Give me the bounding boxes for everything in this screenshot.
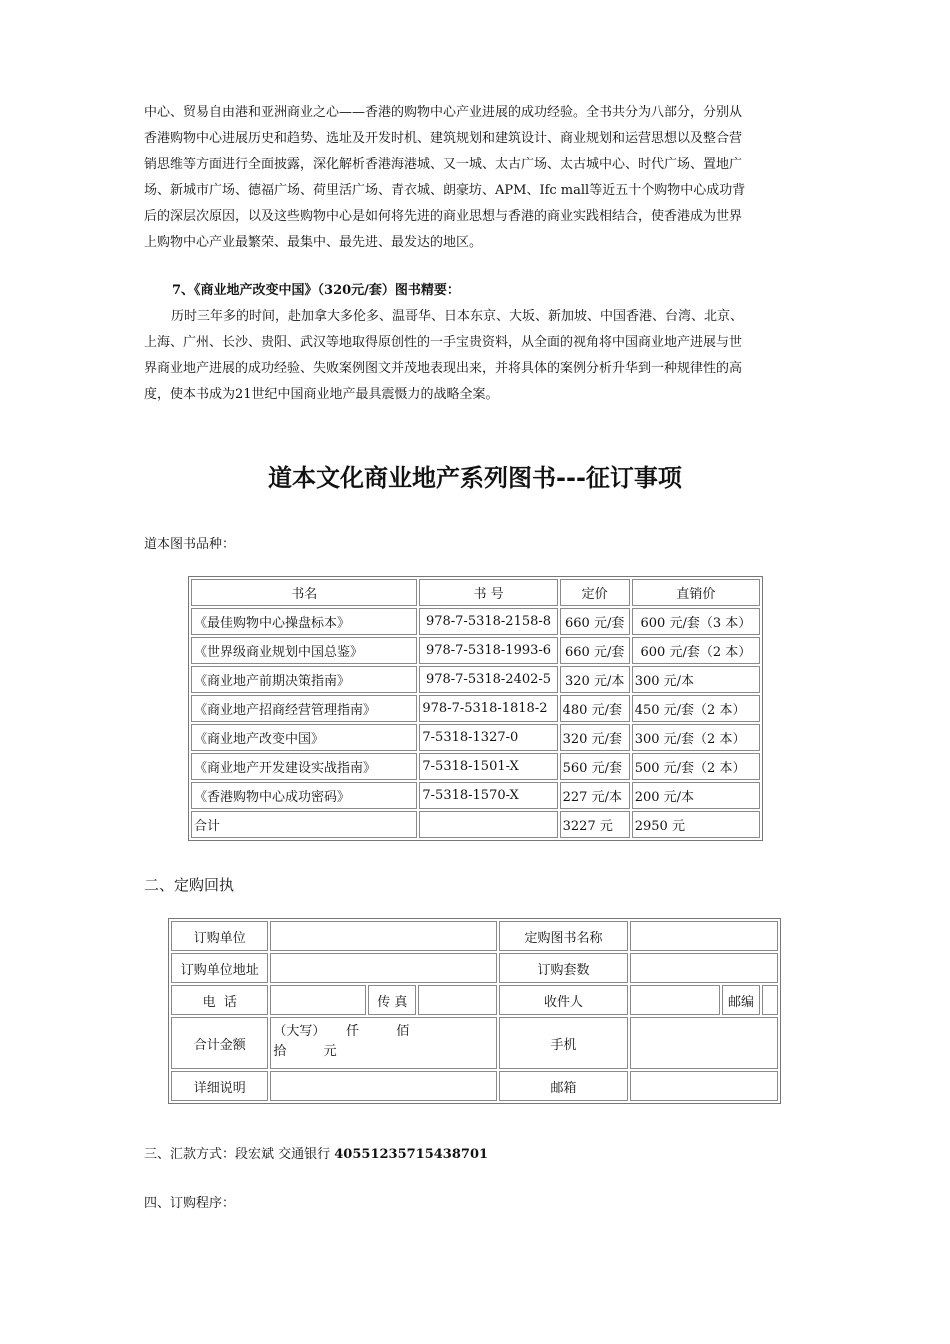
cell-direct-price: 500 元/套（2 本） bbox=[632, 753, 760, 780]
label-book-name: 定购图书名称 bbox=[499, 921, 629, 951]
table-row bbox=[191, 695, 760, 722]
cell-direct-price: 600 元/套（3 本） bbox=[632, 608, 760, 635]
cell-title: 《最佳购物中心操盘标本》 bbox=[191, 608, 417, 635]
section7-heading: 7、《商业地产改变中国》（320元/套）图书精要： bbox=[172, 283, 460, 298]
cell-isbn: 978-7-5318-2402-5 bbox=[419, 666, 557, 693]
total-label: 合计 bbox=[191, 811, 417, 838]
cell-price: 560 元/套 bbox=[560, 753, 630, 780]
amount-line-1: （大写） 仟 佰 bbox=[273, 1024, 410, 1039]
section4-heading: 四、订购程序： bbox=[144, 1196, 236, 1211]
label-address: 订购单位地址 bbox=[171, 953, 268, 983]
section7-line: 历时三年多的时间，赴加拿大多伦多、温哥华、日本东京、大坂、新加坡、中国香港、台湾、北京、 bbox=[171, 309, 744, 324]
total-direct-price: 2950 元 bbox=[632, 811, 760, 838]
books-label: 道本图书品种： bbox=[144, 537, 236, 552]
input-mobile[interactable] bbox=[630, 1017, 778, 1069]
header-title: 书名 bbox=[191, 579, 417, 606]
label-details: 详细说明 bbox=[171, 1071, 268, 1101]
remit-account: 40551235715438701 bbox=[334, 1147, 489, 1162]
header-direct-price: 直销价 bbox=[632, 579, 760, 606]
input-phone[interactable] bbox=[270, 985, 366, 1015]
cell-direct-price: 300 元/本 bbox=[632, 666, 760, 693]
input-address[interactable] bbox=[270, 953, 496, 983]
table-row bbox=[191, 782, 760, 809]
table-total-row bbox=[191, 811, 760, 838]
remit-label: 三、汇款方式：段宏斌 交通银行 bbox=[144, 1147, 335, 1162]
cell-direct-price: 200 元/本 bbox=[632, 782, 760, 809]
table-row bbox=[191, 724, 760, 751]
section7-line: 度，使本书成为21世纪中国商业地产最具震慑力的战略全案。 bbox=[144, 387, 499, 402]
intro-paragraph bbox=[144, 100, 807, 256]
cell-isbn: 7-5318-1327-0 bbox=[419, 724, 557, 751]
cell-isbn: 7-5318-1570-X bbox=[419, 782, 557, 809]
input-book-name[interactable] bbox=[630, 921, 778, 951]
amount-line-2: 拾 元 bbox=[273, 1044, 337, 1059]
intro-line: 后的深层次原因，以及这些购物中心是如何将先进的商业思想与香港的商业实践相结合，使香港成为世界 bbox=[144, 209, 743, 224]
label-mobile: 手机 bbox=[499, 1017, 629, 1069]
main-title: 道本文化商业地产系列图书---征订事项 bbox=[268, 464, 682, 492]
label-quantity: 订购套数 bbox=[499, 953, 629, 983]
intro-line: 销思维等方面进行全面披露，深化解析香港海港城、又一城、太古广场、太古城中心、时代广场、置地广 bbox=[144, 157, 743, 172]
cell-title: 《商业地产开发建设实战指南》 bbox=[191, 753, 417, 780]
section7-paragraph bbox=[144, 304, 807, 408]
books-table bbox=[188, 576, 763, 841]
cell-price: 480 元/套 bbox=[560, 695, 630, 722]
label-recipient: 收件人 bbox=[499, 985, 629, 1015]
total-price: 3227 元 bbox=[560, 811, 630, 838]
cell-price: 660 元/套 bbox=[560, 637, 630, 664]
intro-line: 中心、贸易自由港和亚洲商业之心——香港的购物中心产业进展的成功经验。全书共分为八部分，分别从 bbox=[144, 105, 743, 120]
cell-title: 《商业地产前期决策指南》 bbox=[191, 666, 417, 693]
intro-line: 香港购物中心进展历史和趋势、选址及开发时机、建筑规划和建筑设计、商业规划和运营思想以及整合营 bbox=[144, 131, 743, 146]
header-isbn: 书 号 bbox=[419, 579, 557, 606]
label-phone: 电 话 bbox=[171, 985, 268, 1015]
table-row bbox=[191, 637, 760, 664]
table-row bbox=[191, 666, 760, 693]
section7-line: 上海、广州、长沙、贵阳、武汉等地取得原创性的一手宝贵资料，从全面的视角将中国商业地产进展与世 bbox=[144, 335, 743, 350]
input-unit[interactable] bbox=[270, 921, 496, 951]
input-amount[interactable] bbox=[270, 1017, 496, 1069]
label-unit: 订购单位 bbox=[171, 921, 268, 951]
cell-price: 320 元/本 bbox=[560, 666, 630, 693]
section2-heading: 二、定购回执 bbox=[144, 876, 235, 894]
input-quantity[interactable] bbox=[630, 953, 778, 983]
label-fax: 传 真 bbox=[368, 985, 416, 1015]
input-email[interactable] bbox=[630, 1071, 778, 1101]
remit-line bbox=[144, 1143, 488, 1162]
order-row bbox=[171, 985, 778, 1015]
total-empty bbox=[419, 811, 557, 838]
cell-isbn: 978-7-5318-1993-6 bbox=[419, 637, 557, 664]
order-row bbox=[171, 921, 778, 951]
order-row bbox=[171, 953, 778, 983]
table-row bbox=[191, 753, 760, 780]
label-amount: 合计金额 bbox=[171, 1017, 268, 1069]
input-recipient[interactable] bbox=[630, 985, 719, 1015]
header-price: 定价 bbox=[560, 579, 630, 606]
order-row bbox=[171, 1017, 778, 1069]
cell-price: 660 元/套 bbox=[560, 608, 630, 635]
intro-line: 场、新城市广场、德福广场、荷里活广场、青衣城、朗豪坊、APM、Ifc mall等近五十个购物中心成功背 bbox=[144, 183, 746, 198]
cell-isbn: 978-7-5318-1818-2 bbox=[419, 695, 557, 722]
cell-direct-price: 600 元/套（2 本） bbox=[632, 637, 760, 664]
label-postcode: 邮编 bbox=[722, 985, 760, 1015]
label-email: 邮箱 bbox=[499, 1071, 629, 1101]
cell-price: 320 元/套 bbox=[560, 724, 630, 751]
cell-title: 《商业地产改变中国》 bbox=[191, 724, 417, 751]
order-form-table bbox=[168, 918, 781, 1104]
cell-title: 《世界级商业规划中国总鉴》 bbox=[191, 637, 417, 664]
intro-line: 上购物中心产业最繁荣、最集中、最先进、最发达的地区。 bbox=[144, 235, 483, 250]
cell-isbn: 7-5318-1501-X bbox=[419, 753, 557, 780]
input-fax[interactable] bbox=[418, 985, 496, 1015]
cell-price: 227 元/本 bbox=[560, 782, 630, 809]
section7-line: 界商业地产进展的成功经验、失败案例图文并茂地表现出来，并将具体的案例分析升华到一种规律性的高 bbox=[144, 361, 743, 376]
cell-isbn: 978-7-5318-2158-8 bbox=[419, 608, 557, 635]
table-header-row bbox=[191, 579, 760, 606]
cell-title: 《香港购物中心成功密码》 bbox=[191, 782, 417, 809]
table-row bbox=[191, 608, 760, 635]
input-postcode[interactable] bbox=[762, 985, 778, 1015]
cell-direct-price: 450 元/套（2 本） bbox=[632, 695, 760, 722]
order-row bbox=[171, 1071, 778, 1101]
cell-title: 《商业地产招商经营管理指南》 bbox=[191, 695, 417, 722]
input-details[interactable] bbox=[270, 1071, 496, 1101]
cell-direct-price: 300 元/套（2 本） bbox=[632, 724, 760, 751]
